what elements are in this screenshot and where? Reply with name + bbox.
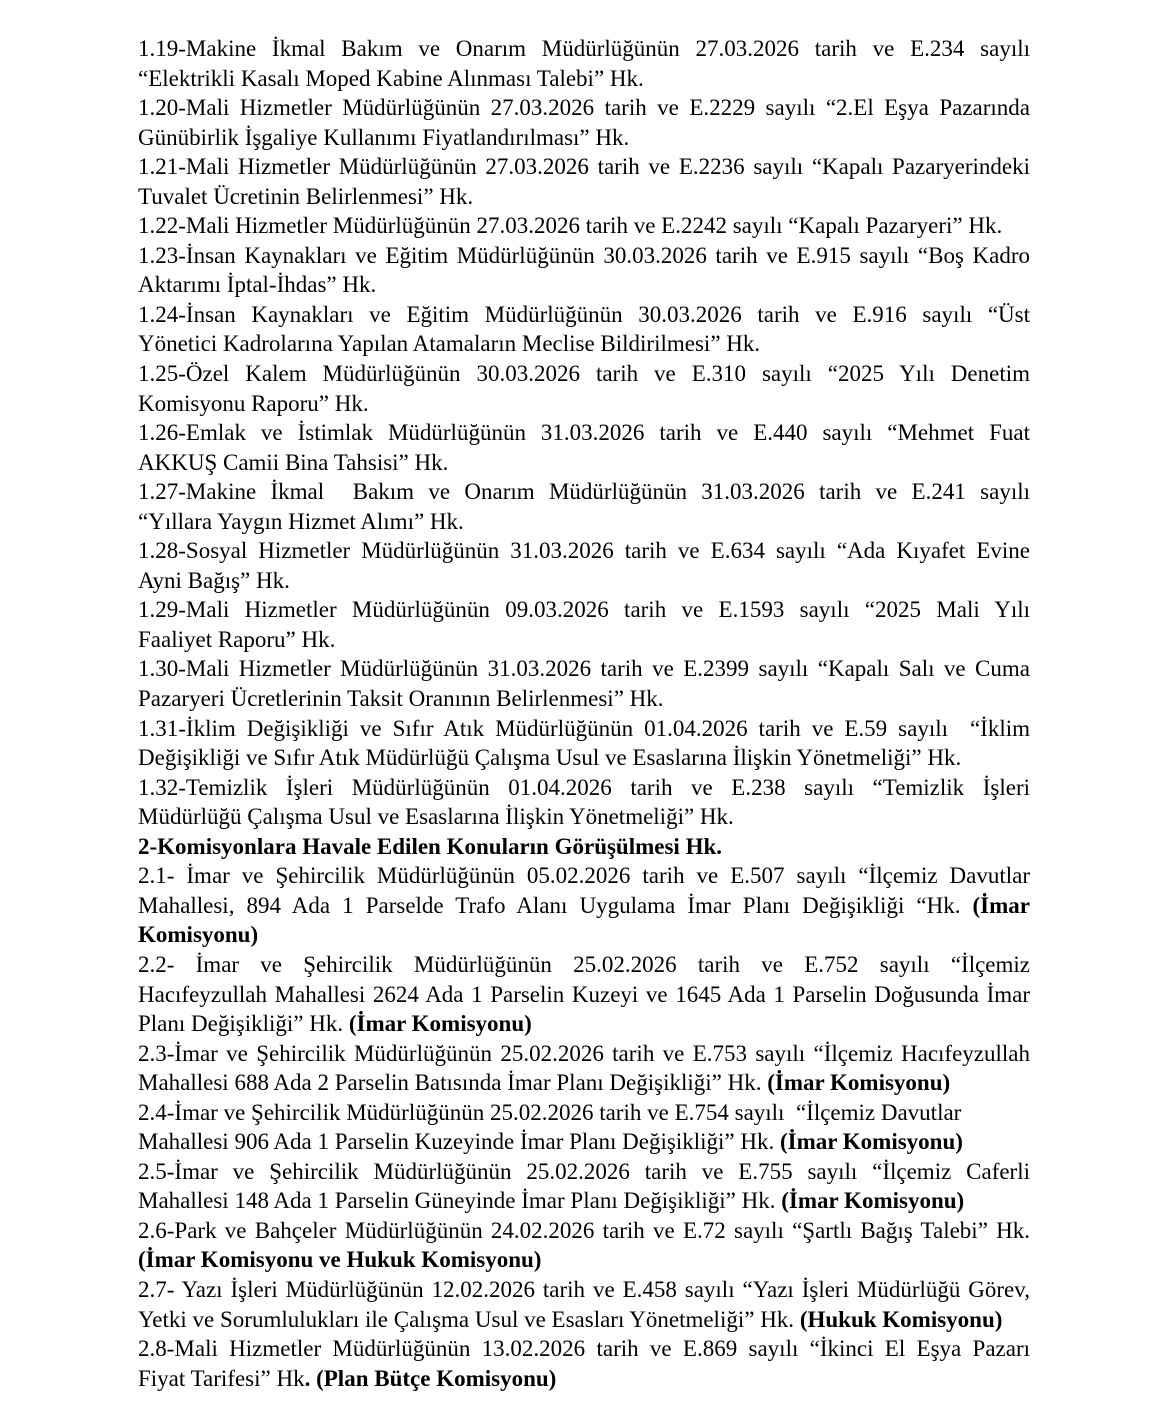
- bold-text: (İmar: [972, 892, 1030, 918]
- item-1-32: [138, 773, 1030, 832]
- text-line: [138, 64, 1030, 94]
- text-line: [138, 980, 1030, 1010]
- text-line: [138, 1127, 1030, 1157]
- item-2-6: [138, 1216, 1030, 1275]
- text-line: [138, 1009, 1030, 1039]
- item-1-31: [138, 714, 1030, 773]
- text: Müdürlüğü Çalışma Usul ve Esaslarına İlişkin Yönetmeliği” Hk.: [138, 804, 734, 830]
- text: 1.30-Mali Hizmetler Müdürlüğünün 31.03.2026 tarih ve E.2399 sayılı “Kapalı Salı ve Cuma: [138, 656, 1030, 682]
- text-line: [138, 329, 1030, 359]
- text-line: [138, 359, 1030, 389]
- text-line: [138, 477, 1030, 507]
- text: 1.22-Mali Hizmetler Müdürlüğünün 27.03.2026 tarih ve E.2242 sayılı “Kapalı Pazaryeri” Hk.: [138, 213, 1003, 239]
- text: 1.28-Sosyal Hizmetler Müdürlüğünün 31.03.2026 tarih ve E.634 sayılı “Ada Kıyafet Evine: [138, 538, 1030, 564]
- item-1-29: [138, 595, 1030, 654]
- text: 1.19-Makine İkmal Bakım ve Onarım Müdürlüğünün 27.03.2026 tarih ve E.234 sayılı: [138, 36, 1030, 61]
- item-1-20: [138, 93, 1030, 152]
- item-1-28: [138, 536, 1030, 595]
- text: 1.27-Makine İkmal Bakım ve Onarım Müdürlüğünün 31.03.2026 tarih ve E.241 sayılı: [138, 479, 1030, 505]
- text: 1.24-İnsan Kaynakları ve Eğitim Müdürlüğünün 30.03.2026 tarih ve E.916 sayılı “Üst: [138, 301, 1030, 327]
- text: “Yıllara Yaygın Hizmet Alımı” Hk.: [138, 508, 464, 534]
- text-line: [138, 1039, 1030, 1069]
- text-line: [138, 773, 1030, 803]
- text: Mahallesi 688 Ada 2 Parselin Batısında İmar Planı Değişikliği” Hk.: [138, 1070, 768, 1096]
- item-2-3: [138, 1039, 1030, 1098]
- text: Ayni Bağış” Hk.: [138, 567, 290, 593]
- text-line: [138, 152, 1030, 182]
- text: Mahallesi 148 Ada 1 Parselin Güneyinde İmar Planı Değişikliği” Hk.: [138, 1188, 782, 1214]
- text: Fiyat Tarifesi” Hk: [138, 1365, 305, 1391]
- text: Hacıfeyzullah Mahallesi 2624 Ada 1 Parselin Kuzeyi ve 1645 Ada 1 Parselin Doğusunda İmar: [138, 981, 1030, 1007]
- document-body: [138, 34, 1030, 1393]
- text-line: [138, 241, 1030, 271]
- text: Mahallesi 906 Ada 1 Parselin Kuzeyinde İmar Planı Değişikliği” Hk.: [138, 1129, 780, 1155]
- text: 1.23-İnsan Kaynakları ve Eğitim Müdürlüğünün 30.03.2026 tarih ve E.915 sayılı “Boş Kadro: [138, 242, 1030, 268]
- text-line: [138, 891, 1030, 921]
- text: 1.32-Temizlik İşleri Müdürlüğünün 01.04.2026 tarih ve E.238 sayılı “Temizlik İşleri: [138, 774, 1030, 800]
- text-line: [138, 684, 1030, 714]
- text-line: [138, 861, 1030, 891]
- item-1-30: [138, 654, 1030, 713]
- text-line: [138, 182, 1030, 212]
- bold-text: (Hukuk Komisyonu): [799, 1306, 1003, 1332]
- bold-text: (İmar Komisyonu): [779, 1129, 963, 1155]
- text: 1.21-Mali Hizmetler Müdürlüğünün 27.03.2026 tarih ve E.2236 sayılı “Kapalı Pazaryerindeki: [138, 154, 1030, 180]
- text-line: [138, 123, 1030, 153]
- text-line: [138, 802, 1030, 832]
- item-2-7: [138, 1275, 1030, 1334]
- text-line: [138, 1186, 1030, 1216]
- item-1-19: [138, 34, 1030, 93]
- text: Aktarımı İptal-İhdas” Hk.: [138, 272, 377, 298]
- text: Faaliyet Raporu” Hk.: [138, 626, 336, 652]
- text-line: [138, 507, 1030, 537]
- text: Yönetici Kadrolarına Yapılan Atamaların Meclise Bildirilmesi” Hk.: [138, 331, 761, 357]
- item-1-22: [138, 211, 1030, 241]
- section-2-heading: [138, 832, 1030, 862]
- text-line: [138, 1334, 1030, 1364]
- text-line: [138, 418, 1030, 448]
- text-line: [138, 743, 1030, 773]
- text: 1.26-Emlak ve İstimlak Müdürlüğünün 31.03.2026 tarih ve E.440 sayılı “Mehmet Fuat: [138, 420, 1030, 446]
- text: 2.6-Park ve Bahçeler Müdürlüğünün 24.02.2026 tarih ve E.72 sayılı “Şartlı Bağış Talebi” Hk.: [138, 1217, 1030, 1243]
- text-line: [138, 270, 1030, 300]
- text: Planı Değişikliği” Hk.: [138, 1011, 349, 1037]
- text-line: [138, 1305, 1030, 1335]
- text-line: [138, 714, 1030, 744]
- item-2-4: [138, 1098, 1030, 1157]
- item-1-27: [138, 477, 1030, 536]
- bold-text: (İmar Komisyonu): [767, 1070, 951, 1096]
- text: Tuvalet Ücretinin Belirlenmesi” Hk.: [138, 183, 474, 209]
- item-1-23: [138, 241, 1030, 300]
- text-line: [138, 1245, 1030, 1275]
- text: “Elektrikli Kasalı Moped Kabine Alınması Talebi” Hk.: [138, 65, 644, 91]
- text: Mahallesi, 894 Ada 1 Parselde Trafo Alanı Uygulama İmar Planı Değişikliği “Hk.: [138, 892, 973, 918]
- text: 1.20-Mali Hizmetler Müdürlüğünün 27.03.2026 tarih ve E.2229 sayılı “2.El Eşya Pazarında: [138, 95, 1030, 121]
- text-line: [138, 1098, 1030, 1128]
- text-line: [138, 1275, 1030, 1305]
- bold-text: 2-Komisyonlara Havale Edilen Konuların Görüşülmesi Hk.: [138, 833, 723, 859]
- text-line: [138, 566, 1030, 596]
- text-line: [138, 920, 1030, 950]
- item-1-26: [138, 418, 1030, 477]
- text-line: [138, 34, 1030, 64]
- text-line: [138, 1364, 1030, 1394]
- text: 2.8-Mali Hizmetler Müdürlüğünün 13.02.2026 tarih ve E.869 sayılı “İkinci El Eşya Pazarı: [138, 1336, 1030, 1362]
- text: Değişikliği ve Sıfır Atık Müdürlüğü Çalışma Usul ve Esaslarına İlişkin Yönetmeliği” Hk.: [138, 745, 962, 771]
- item-1-25: [138, 359, 1030, 418]
- text-line: [138, 211, 1030, 241]
- text: 2.7- Yazı İşleri Müdürlüğünün 12.02.2026 tarih ve E.458 sayılı “Yazı İşleri Müdürlüğü Görev,: [138, 1276, 1030, 1302]
- text-line: [138, 93, 1030, 123]
- text-line: [138, 1216, 1030, 1246]
- item-1-24: [138, 300, 1030, 359]
- text: 2.3-İmar ve Şehircilik Müdürlüğünün 25.02.2026 tarih ve E.753 sayılı “İlçemiz Hacıfeyzullah: [138, 1040, 1030, 1066]
- item-2-8: [138, 1334, 1030, 1393]
- text: AKKUŞ Camii Bina Tahsisi” Hk.: [138, 449, 449, 475]
- item-1-21: [138, 152, 1030, 211]
- text-line: [138, 654, 1030, 684]
- text: Yetki ve Sorumlulukları ile Çalışma Usul ve Esasları Yönetmeliği” Hk.: [138, 1306, 800, 1332]
- text-line: [138, 625, 1030, 655]
- bold-text: (İmar Komisyonu ve Hukuk Komisyonu): [138, 1247, 542, 1273]
- text-line: [138, 389, 1030, 419]
- item-2-2: [138, 950, 1030, 1039]
- text-line: [138, 448, 1030, 478]
- text: 2.5-İmar ve Şehircilik Müdürlüğünün 25.02.2026 tarih ve E.755 sayılı “İlçemiz Caferli: [138, 1158, 1030, 1184]
- item-2-1: [138, 861, 1030, 950]
- bold-text: (İmar Komisyonu): [781, 1188, 965, 1214]
- text: 2.4-İmar ve Şehircilik Müdürlüğünün 25.02.2026 tarih ve E.754 sayılı “İlçemiz Davutlar: [138, 1099, 962, 1125]
- bold-text: . (Plan Bütçe Komisyonu): [304, 1365, 557, 1391]
- text: Komisyonu Raporu” Hk.: [138, 390, 369, 416]
- text-line: [138, 1068, 1030, 1098]
- text-line: [138, 595, 1030, 625]
- text: 1.31-İklim Değişikliği ve Sıfır Atık Müdürlüğünün 01.04.2026 tarih ve E.59 sayılı “İklim: [138, 715, 1030, 741]
- text: 2.2- İmar ve Şehircilik Müdürlüğünün 25.02.2026 tarih ve E.752 sayılı “İlçemiz: [138, 951, 1030, 977]
- text-line: [138, 950, 1030, 980]
- bold-text: Komisyonu): [138, 922, 259, 948]
- text: 2.1- İmar ve Şehircilik Müdürlüğünün 05.02.2026 tarih ve E.507 sayılı “İlçemiz Davutlar: [138, 863, 1030, 889]
- text-line: [138, 1157, 1030, 1187]
- text: 1.29-Mali Hizmetler Müdürlüğünün 09.03.2026 tarih ve E.1593 sayılı “2025 Mali Yılı: [138, 597, 1030, 623]
- text-line: [138, 832, 1030, 862]
- item-2-5: [138, 1157, 1030, 1216]
- text-line: [138, 536, 1030, 566]
- text-line: [138, 300, 1030, 330]
- bold-text: (İmar Komisyonu): [348, 1011, 532, 1037]
- text: Pazaryeri Ücretlerinin Taksit Oranının Belirlenmesi” Hk.: [138, 686, 664, 712]
- text: Günübirlik İşgaliye Kullanımı Fiyatlandırılması” Hk.: [138, 124, 630, 150]
- text: 1.25-Özel Kalem Müdürlüğünün 30.03.2026 tarih ve E.310 sayılı “2025 Yılı Denetim: [138, 361, 1030, 387]
